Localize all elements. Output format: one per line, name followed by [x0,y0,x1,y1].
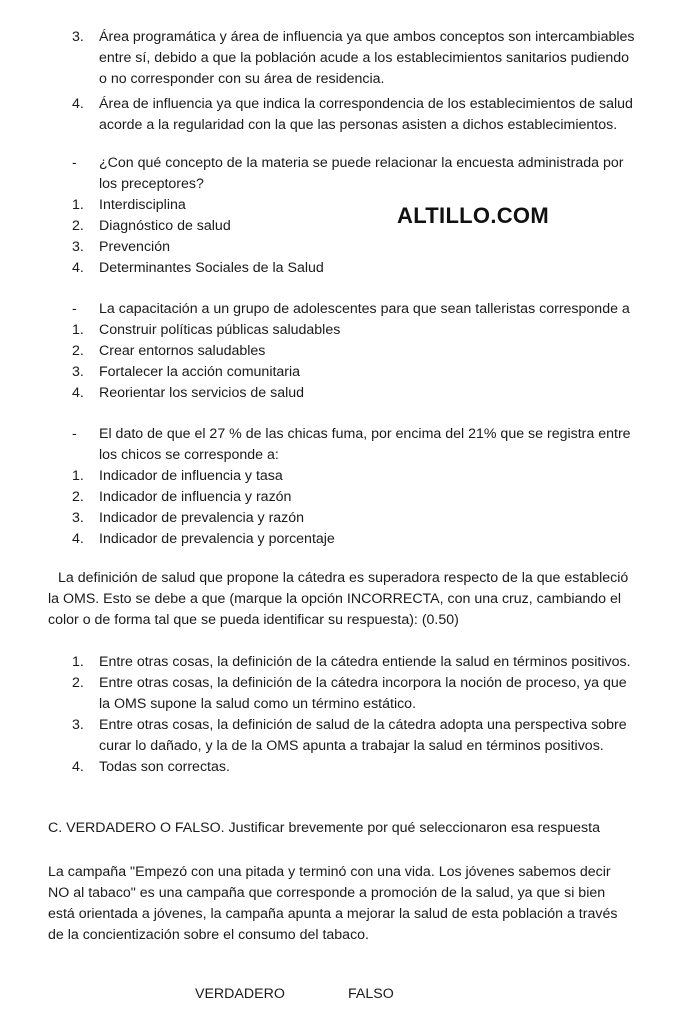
bullet-dash: - [72,301,77,317]
section-c-paragraph [48,862,617,946]
question-line [72,424,692,445]
option-text: Diagnóstico de salud [99,218,231,234]
option-number: 2. [72,675,84,691]
intro-line: La definición de salud que propone la cátedra es superadora respecto de la que estableció [58,570,629,586]
paragraph-line: NO al tabaco" es una campaña que corresponde a promoción de la salud, ya que si bien [48,885,606,901]
watermark-logo: ALTILLO.COM [397,203,549,228]
paragraph-line: está orientada a jóvenes, la campaña apunta a mejorar la salud de esta población a través [48,906,618,922]
answer-option[interactable] [72,652,692,673]
answer-option[interactable] [72,487,692,508]
option-number: 4. [72,531,84,547]
option-text: Reorientar los servicios de salud [99,385,305,401]
option-text-line: Todas son correctas. [99,759,230,775]
option-text-line: curar lo dañado, y la de la OMS apunta a trabajar la salud en términos positivos. [99,738,604,754]
option-text: Fortalecer la acción comunitaria [99,364,301,380]
paragraph-line: de la concientización sobre el consumo del tabaco. [48,927,369,943]
section-c-heading: C. VERDADERO O FALSO. Justificar brevemente por qué seleccionaron esa respuesta [48,820,600,836]
true-false-choices [195,984,455,1005]
answer-option[interactable] [72,529,692,550]
answer-option[interactable] [72,195,692,216]
question-4-intro [48,568,628,631]
answer-option[interactable] [72,466,692,487]
previous-question-options [72,27,692,136]
option-text: Determinantes Sociales de la Salud [99,260,324,276]
option-number: 2. [72,489,84,505]
answer-option[interactable] [72,258,692,279]
question-4-options [72,652,692,778]
option-number: 1. [72,197,84,213]
option-text: Indicador de influencia y razón [99,489,292,505]
option-number: 4. [72,759,84,775]
option-number: 4. [72,96,84,112]
option-3-line-3 [72,69,692,90]
option-text-line: Entre otras cosas, la definición de salud de la cátedra adopta una perspectiva sobre [99,717,627,733]
answer-option[interactable] [72,508,692,529]
bullet-dash: - [72,426,77,442]
question-line [72,153,692,174]
option-text-line: Entre otras cosas, la definición de la cátedra incorpora la noción de proceso, ya que [99,675,627,691]
option-text-line: la OMS supone la salud como un término estático. [99,696,417,712]
option-text: Indicador de prevalencia y porcentaje [99,531,335,547]
option-text-line: Entre otras cosas, la definición de la cátedra entiende la salud en términos positivos. [99,654,631,670]
bullet-dash: - [72,155,77,171]
question-line [72,445,692,466]
option-text: Prevención [99,239,170,255]
answer-option[interactable] [72,383,692,404]
option-4-line-2 [72,115,692,136]
option-number: 3. [72,29,84,45]
answer-option[interactable] [72,216,692,237]
option-continuation [72,736,692,757]
question-2 [72,299,692,404]
false-option[interactable]: FALSO [348,986,394,1002]
question-text-line: ¿Con qué concepto de la materia se puede relacionar la encuesta administrada por [99,155,624,171]
option-number: 2. [72,343,84,359]
answer-option[interactable] [72,320,692,341]
option-4 [72,94,692,115]
answer-option[interactable] [72,715,692,736]
option-3 [72,27,692,48]
answer-option[interactable] [72,362,692,383]
intro-line: la OMS. Esto se debe a que (marque la opción INCORRECTA, con una cruz, cambiando el [48,591,622,607]
question-1 [72,153,692,279]
answer-option[interactable] [72,757,692,778]
option-text-line: o no corresponder con su área de residencia. [99,71,385,87]
option-continuation [72,694,692,715]
question-text-line: La capacitación a un grupo de adolescentes para que sean talleristas corresponde a [99,301,630,317]
option-number: 3. [72,239,84,255]
option-number: 1. [72,468,84,484]
option-3-line-2 [72,48,692,69]
option-text: Indicador de influencia y tasa [99,468,283,484]
question-3 [72,424,692,550]
option-number: 3. [72,364,84,380]
option-number: 2. [72,218,84,234]
option-text-line: entre sí, debido a que la población acude a los establecimientos sanitarios pudiendo [99,50,630,66]
option-text: Construir políticas públicas saludables [99,322,341,338]
option-number: 3. [72,510,84,526]
option-text-line: acorde a la regularidad con la que las personas asisten a dichos establecimientos. [99,117,618,133]
option-number: 1. [72,322,84,338]
option-text-line: Área de influencia ya que indica la correspondencia de los establecimientos de salud [99,96,633,112]
answer-option[interactable] [72,237,692,258]
option-text: Crear entornos saludables [99,343,266,359]
option-number: 1. [72,654,84,670]
option-number: 4. [72,385,84,401]
option-text: Indicador de prevalencia y razón [99,510,305,526]
paragraph-line: La campaña "Empezó con una pitada y terminó con una vida. Los jóvenes sabemos decir [48,864,611,880]
option-number: 3. [72,717,84,733]
true-option[interactable]: VERDADERO [195,986,285,1002]
question-line [72,174,692,195]
answer-option[interactable] [72,673,692,694]
intro-line: color o de forma tal que se pueda identificar su respuesta): (0.50) [48,612,459,628]
question-text-line: los preceptores? [99,176,204,192]
question-line [72,299,692,320]
question-text-line: El dato de que el 27 % de las chicas fuma, por encima del 21% que se registra entre [99,426,631,442]
option-text-line: Área programática y área de influencia ya que ambos conceptos son intercambiables [99,29,635,45]
option-text: Interdisciplina [99,197,186,213]
question-text-line: los chicos se corresponde a: [99,447,279,463]
option-number: 4. [72,260,84,276]
answer-option[interactable] [72,341,692,362]
